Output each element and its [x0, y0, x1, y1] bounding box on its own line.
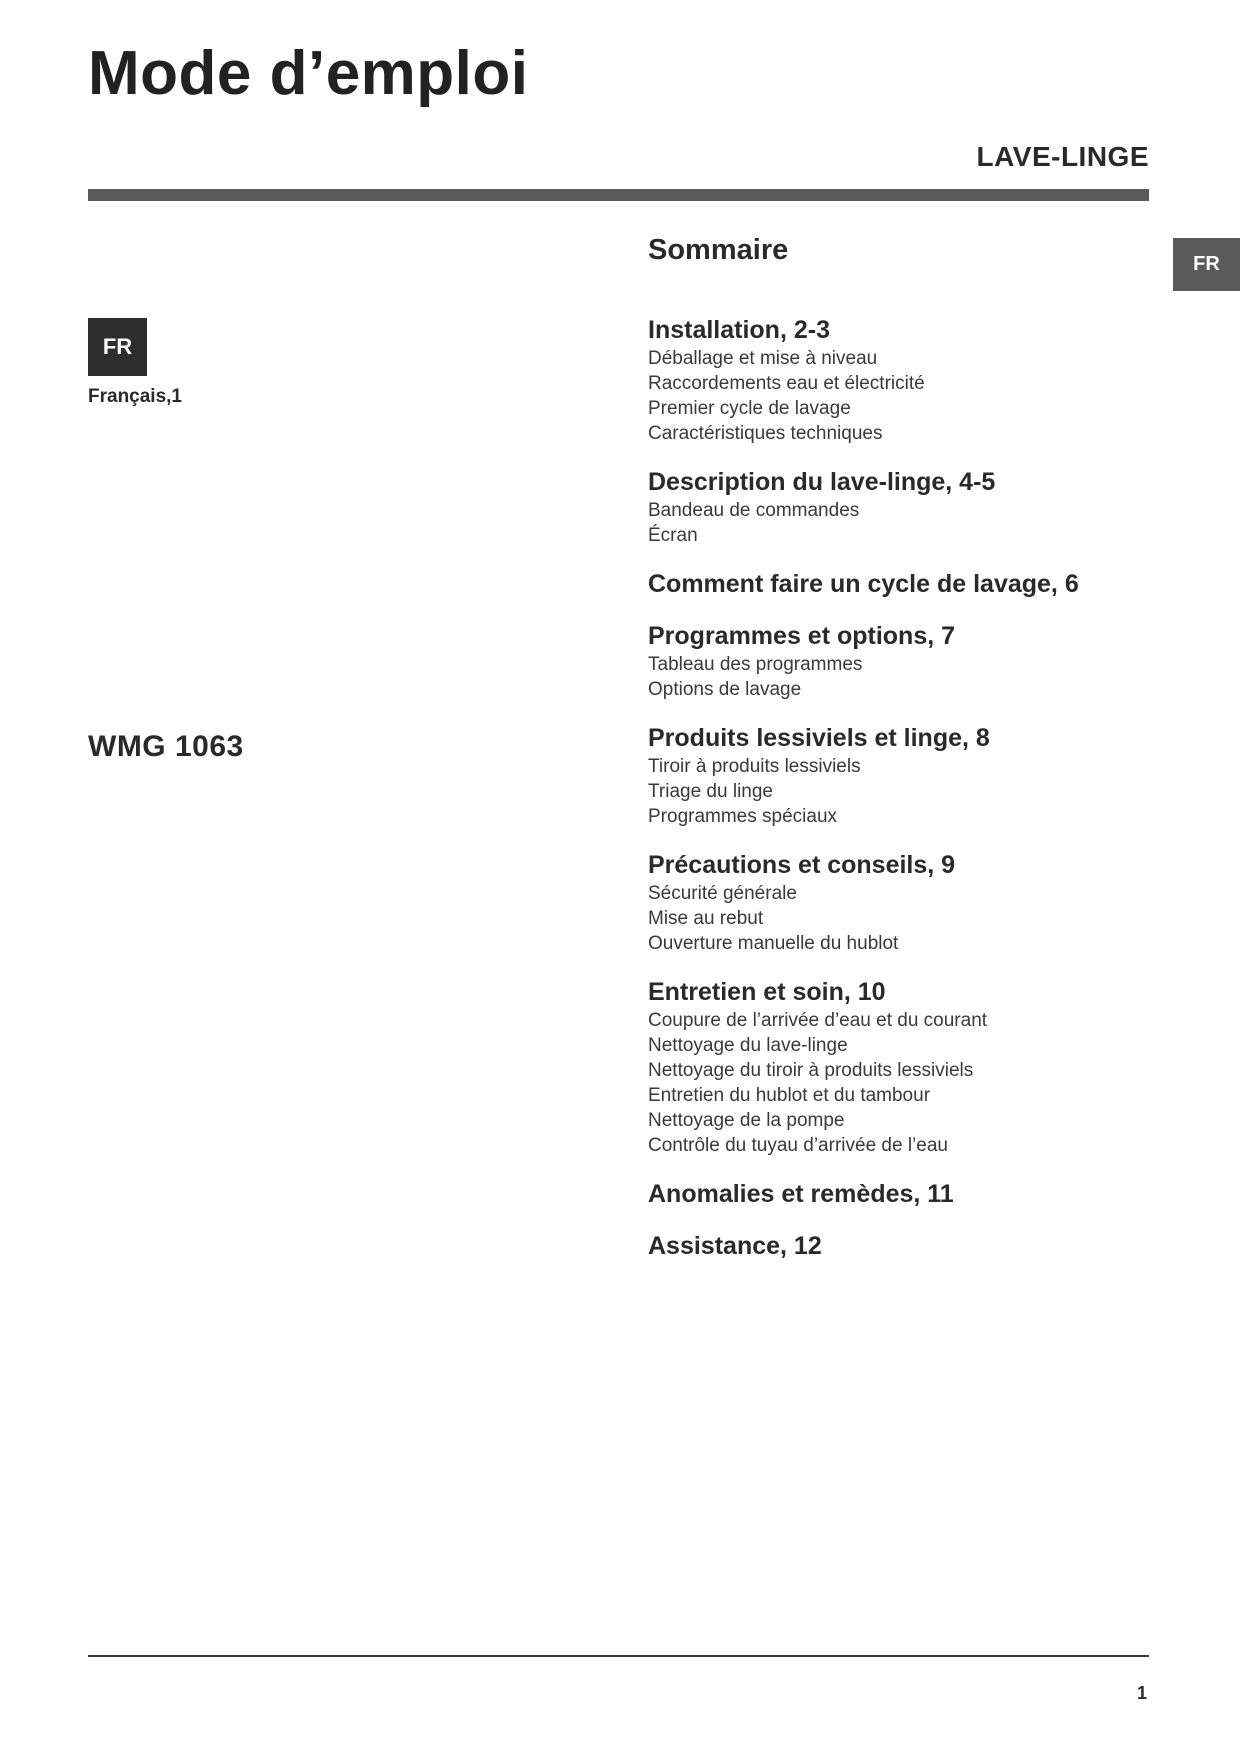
toc-section	[648, 977, 1168, 1158]
table-of-contents	[648, 232, 1168, 1283]
toc-heading: Sommaire	[648, 234, 789, 266]
toc-section-title: Assistance, 12	[648, 1232, 822, 1260]
toc-section-title: Produits lessiviels et linge, 8	[648, 724, 990, 752]
toc-subitem: Nettoyage du tiroir à produits lessiviels	[648, 1060, 974, 1081]
toc-subitem: Caractéristiques techniques	[648, 423, 883, 444]
toc-subitem: Entretien du hublot et du tambour	[648, 1085, 931, 1106]
toc-section-title: Entretien et soin, 10	[648, 978, 886, 1006]
toc-subitem: Contrôle du tuyau d’arrivée de l’eau	[648, 1135, 948, 1156]
toc-section-title: Anomalies et remèdes, 11	[648, 1180, 954, 1208]
header-rule	[88, 189, 1149, 201]
toc-sections	[648, 315, 1168, 1262]
language-page-ref: Français,1	[88, 386, 182, 407]
toc-subitems	[648, 754, 1168, 829]
toc-subitem: Options de lavage	[648, 679, 802, 700]
page-number: 1	[1136, 1683, 1147, 1703]
toc-subitem: Raccordements eau et électricité	[648, 373, 925, 394]
toc-section	[648, 315, 1168, 446]
document-title: Mode d’emploi	[88, 39, 529, 108]
language-badge: FR	[88, 318, 147, 376]
toc-subitem: Mise au rebut	[648, 908, 764, 929]
toc-section	[648, 850, 1168, 956]
toc-subitem: Programmes spéciaux	[648, 806, 838, 827]
toc-section	[648, 723, 1168, 829]
toc-section-title: Installation, 2-3	[648, 316, 830, 344]
toc-subitem: Tableau des programmes	[648, 654, 863, 675]
toc-section	[648, 569, 1168, 600]
toc-subitems	[648, 652, 1168, 702]
toc-subitem: Ouverture manuelle du hublot	[648, 933, 899, 954]
toc-subitem: Coupure de l’arrivée d’eau et du courant	[648, 1010, 988, 1031]
toc-subitem: Tiroir à produits lessiviels	[648, 756, 861, 777]
toc-subitem: Triage du linge	[648, 781, 773, 802]
toc-section	[648, 1231, 1168, 1262]
toc-section-title: Description du lave-linge, 4-5	[648, 468, 996, 496]
toc-subitem: Déballage et mise à niveau	[648, 348, 878, 369]
toc-section	[648, 621, 1168, 702]
toc-subitems	[648, 346, 1168, 446]
toc-section	[648, 467, 1168, 548]
toc-subitems	[648, 498, 1168, 548]
toc-subitems	[648, 881, 1168, 956]
toc-section-title: Programmes et options, 7	[648, 622, 956, 650]
toc-section	[648, 1179, 1168, 1210]
toc-subitem: Écran	[648, 525, 698, 546]
footer-rule	[88, 1655, 1149, 1657]
toc-section-title: Comment faire un cycle de lavage, 6	[648, 570, 1079, 598]
toc-subitem: Premier cycle de lavage	[648, 398, 851, 419]
language-side-tab: FR	[1173, 238, 1240, 291]
toc-subitem: Sécurité générale	[648, 883, 797, 904]
product-type: LAVE-LINGE	[976, 141, 1149, 172]
toc-subitems	[648, 1008, 1168, 1158]
toc-subitem: Bandeau de commandes	[648, 500, 860, 521]
model-number: WMG 1063	[88, 730, 244, 763]
toc-section-title: Précautions et conseils, 9	[648, 851, 956, 879]
toc-subitem: Nettoyage de la pompe	[648, 1110, 845, 1131]
toc-subitem: Nettoyage du lave-linge	[648, 1035, 848, 1056]
